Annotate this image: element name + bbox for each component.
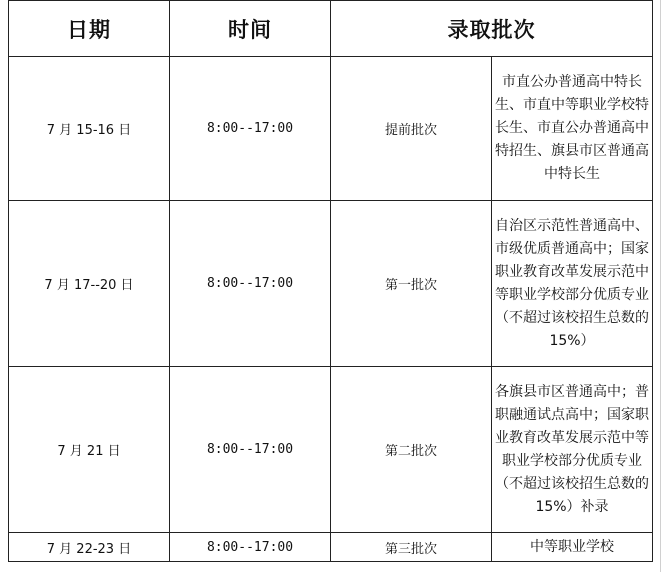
table-header-row bbox=[9, 1, 653, 57]
table-row bbox=[9, 533, 653, 562]
header-time: 时间 bbox=[170, 1, 331, 57]
scope-cell: 自治区示范性普通高中、市级优质普通高中；国家职业教育改革发展示范中等职业学校部分优质专业（不超过该校招生总数的 15%） bbox=[492, 201, 653, 367]
date-cell: 7 月 21 日 bbox=[9, 367, 170, 533]
batch-cell: 第二批次 bbox=[331, 367, 492, 533]
scope-cell: 市直公办普通高中特长生、市直中等职业学校特长生、市直公办普通高中特招生、旗县市区普通高中特长生 bbox=[492, 57, 653, 201]
date-cell: 7 月 17--20 日 bbox=[9, 201, 170, 367]
time-cell: 8:00--17:00 bbox=[170, 367, 331, 533]
table-row bbox=[9, 367, 653, 533]
batch-cell: 提前批次 bbox=[331, 57, 492, 201]
header-batch: 录取批次 bbox=[331, 1, 653, 57]
time-cell: 8:00--17:00 bbox=[170, 201, 331, 367]
date-cell: 7 月 15-16 日 bbox=[9, 57, 170, 201]
header-date: 日期 bbox=[9, 1, 170, 57]
time-cell: 8:00--17:00 bbox=[170, 57, 331, 201]
batch-cell: 第三批次 bbox=[331, 533, 492, 562]
date-cell: 7 月 22-23 日 bbox=[9, 533, 170, 562]
batch-cell: 第一批次 bbox=[331, 201, 492, 367]
table-row bbox=[9, 201, 653, 367]
time-cell: 8:00--17:00 bbox=[170, 533, 331, 562]
scope-cell: 各旗县市区普通高中；普职融通试点高中；国家职业教育改革发展示范中等职业学校部分优质专业（不超过该校招生总数的 15%）补录 bbox=[492, 367, 653, 533]
table-row bbox=[9, 57, 653, 201]
scope-cell: 中等职业学校 bbox=[492, 533, 653, 562]
admission-schedule-table bbox=[8, 0, 653, 562]
